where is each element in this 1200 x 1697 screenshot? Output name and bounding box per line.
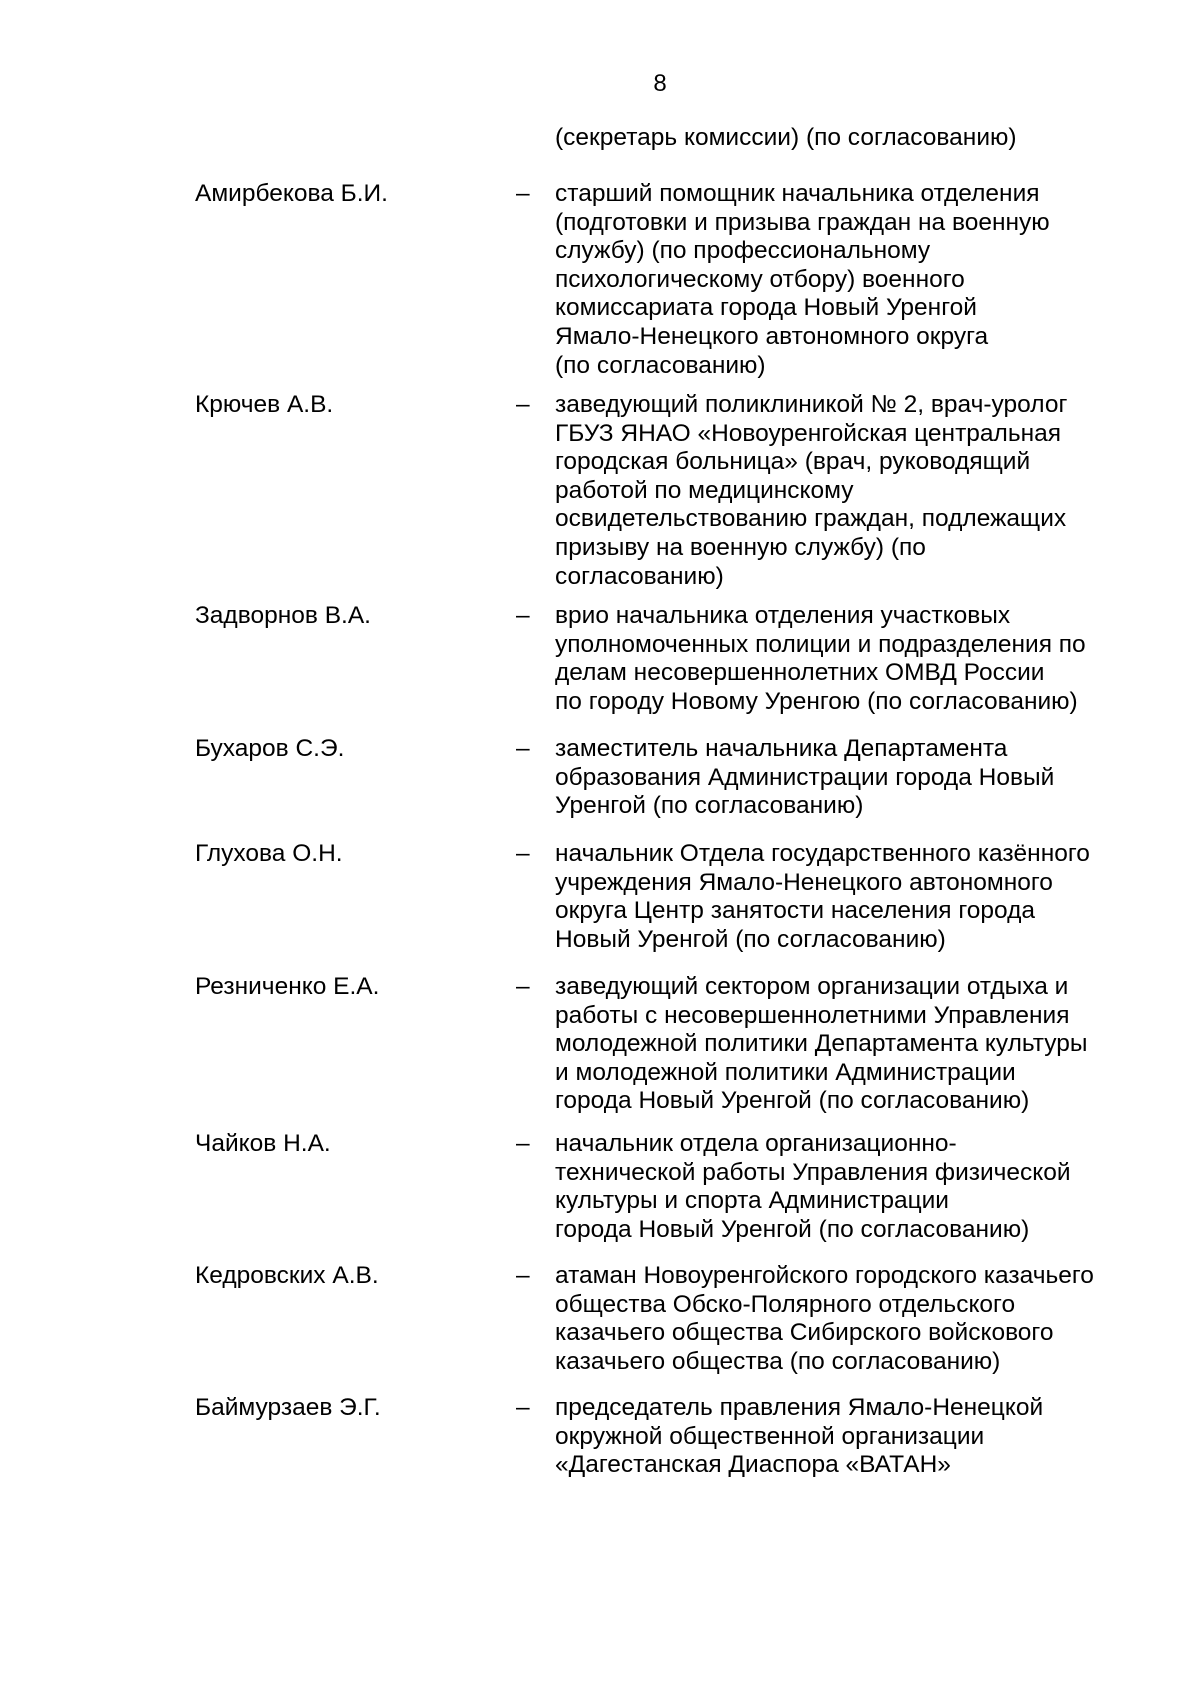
member-name: Крючев А.В. — [195, 391, 334, 418]
member-role-line: призыву на военную службу) (по — [555, 533, 926, 561]
member-name: Бухаров С.Э. — [195, 735, 345, 762]
member-role-line: председатель правления Ямало-Ненецкой — [555, 1394, 1044, 1421]
member-role-line: города Новый Уренгой (по согласованию) — [555, 1215, 1030, 1243]
member-role-line: уполномоченных полиции и подразделения по — [555, 630, 1086, 658]
member-dash: – — [516, 602, 530, 629]
member-role-line: Новый Уренгой (по согласованию) — [555, 925, 946, 953]
member-role-line: по городу Новому Уренгою (по согласованию) — [555, 687, 1078, 715]
member-role-line: комиссариата города Новый Уренгой — [555, 294, 977, 322]
member-role-line: врио начальника отделения участковых — [555, 602, 1011, 629]
member-role-line: «Дагестанская Диаспора «ВАТАН» — [555, 1451, 951, 1479]
member-role-line: общества Обско-Полярного отдельского — [555, 1290, 1016, 1318]
member-role-line: окружной общественной организации — [555, 1422, 985, 1450]
member-role — [555, 735, 1054, 821]
member-name: Задворнов В.А. — [195, 602, 371, 629]
member-role-line: города Новый Уренгой (по согласованию) — [555, 1087, 1030, 1115]
member-role-line: культуры и спорта Администрации — [555, 1187, 949, 1215]
member-role-line: казачьего общества (по согласованию) — [555, 1347, 1001, 1375]
member-role-line: Ямало-Ненецкого автономного округа — [555, 322, 989, 350]
member-role-line: атаман Новоуренгойского городского казачьего — [555, 1262, 1094, 1289]
member-role-line: заведующий поликлиникой № 2, врач-уролог — [555, 391, 1068, 418]
member-role-line: освидетельствованию граждан, подлежащих — [555, 505, 1067, 533]
member-role — [555, 973, 1087, 1116]
member-role-line: начальник Отдела государственного казённого — [555, 840, 1090, 867]
member-role-line: работой по медицинскому — [555, 476, 854, 504]
member-role — [555, 391, 1067, 591]
member-role — [555, 1262, 1094, 1376]
member-role-line: согласованию) — [555, 562, 724, 590]
intro-line: (секретарь комиссии) (по согласованию) — [555, 124, 1017, 151]
member-role — [555, 180, 1050, 380]
member-role-line: заведующий сектором организации отдыха и — [555, 973, 1069, 1000]
member-role-line: работы с несовершеннолетними Управления — [555, 1001, 1070, 1029]
member-name: Баймурзаев Э.Г. — [195, 1394, 381, 1421]
member-role-line: и молодежной политики Администрации — [555, 1058, 1016, 1086]
member-role-line: службу) (по профессиональному — [555, 237, 931, 265]
page-number: 8 — [653, 70, 667, 97]
member-name: Резниченко Е.А. — [195, 973, 380, 1000]
member-role-line: учреждения Ямало-Ненецкого автономного — [555, 868, 1053, 896]
member-role-line: (по согласованию) — [555, 351, 766, 379]
member-dash: – — [516, 180, 530, 207]
member-role-line: начальник отдела организационно- — [555, 1130, 957, 1157]
member-role-line: образования Администрации города Новый — [555, 763, 1055, 791]
member-name: Амирбекова Б.И. — [195, 180, 388, 207]
member-role-line: казачьего общества Сибирского войскового — [555, 1319, 1054, 1347]
member-role-line: делам несовершеннолетних ОМВД России — [555, 659, 1045, 687]
member-dash: – — [516, 973, 530, 1000]
member-role-line: молодежной политики Департамента культуры — [555, 1030, 1088, 1058]
member-role — [555, 840, 1090, 954]
member-role-line: психологическому отбору) военного — [555, 265, 965, 293]
member-role-line: городская больница» (врач, руководящий — [555, 448, 1031, 476]
member-name: Глухова О.Н. — [195, 840, 343, 867]
member-role-line: (подготовки и призыва граждан на военную — [555, 208, 1050, 236]
member-dash: – — [516, 840, 530, 867]
member-role-line: округа Центр занятости населения города — [555, 897, 1035, 925]
member-role-line: ГБУЗ ЯНАО «Новоуренгойская центральная — [555, 419, 1062, 447]
member-dash: – — [516, 1262, 530, 1289]
member-dash: – — [516, 391, 530, 418]
member-dash: – — [516, 1394, 530, 1421]
member-role-line: заместитель начальника Департамента — [555, 735, 1008, 762]
member-role — [555, 1394, 1043, 1480]
member-role-line: старший помощник начальника отделения — [555, 180, 1040, 207]
member-name: Кедровских А.В. — [195, 1262, 379, 1289]
member-name: Чайков Н.А. — [195, 1130, 331, 1157]
member-dash: – — [516, 1130, 530, 1157]
member-role-line: Уренгой (по согласованию) — [555, 792, 864, 820]
member-dash: – — [516, 735, 530, 762]
member-role — [555, 1130, 1071, 1244]
member-role — [555, 602, 1086, 716]
member-role-line: технической работы Управления физической — [555, 1158, 1071, 1186]
